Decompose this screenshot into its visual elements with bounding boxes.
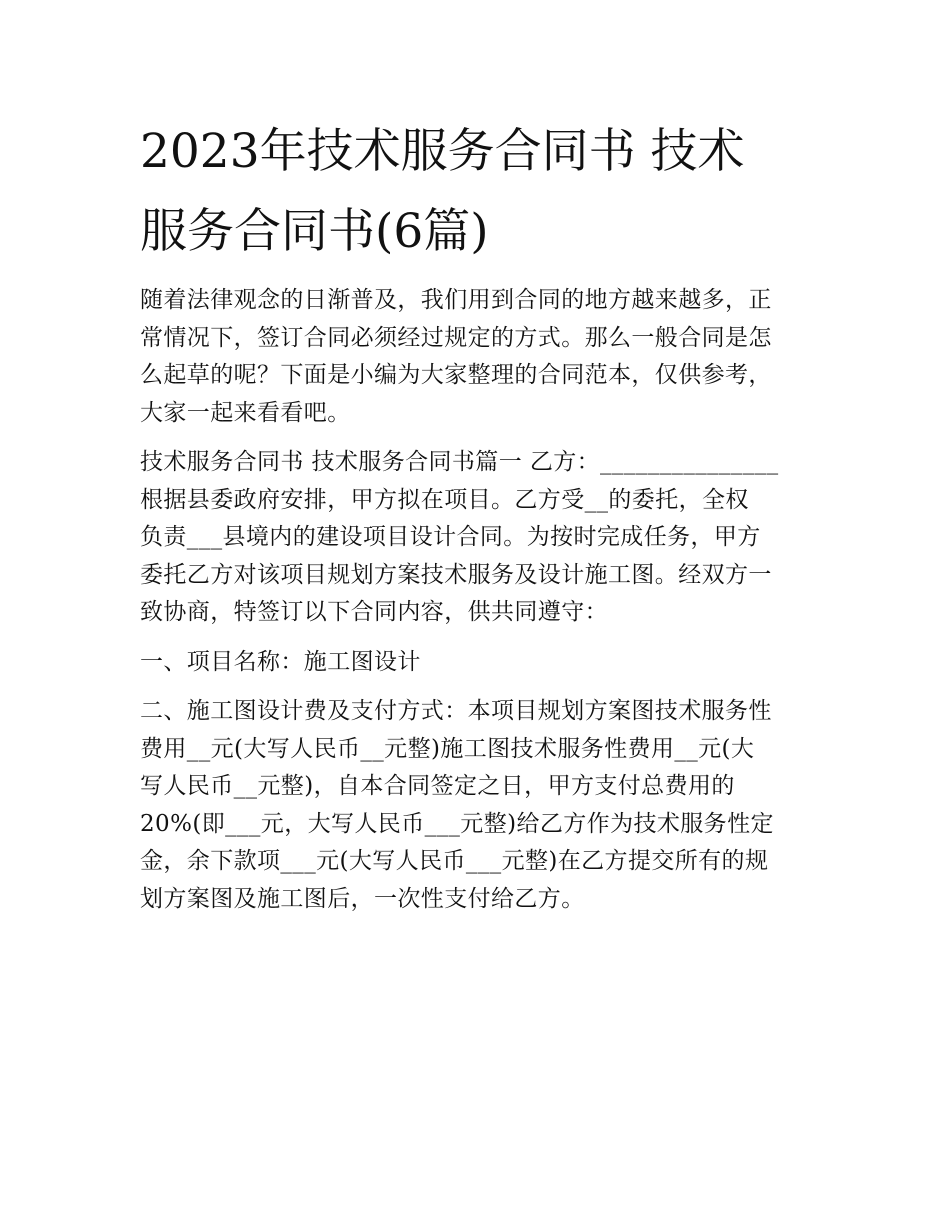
para1-line-3: 负责___县境内的建设项目设计合同。为按时完成任务，甲方	[140, 524, 761, 550]
intro-line-1: 随着法律观念的日渐普及，我们用到合同的地方越来越多，正	[140, 287, 772, 313]
document-body	[140, 282, 820, 918]
item2-line-1: 二、施工图设计费及支付方式：本项目规划方案图技术服务性	[140, 698, 772, 724]
title-line-2: 服务合同书(6篇)	[140, 204, 489, 259]
item2-line-6: 划方案图及施工图后，一次性支付给乙方。	[140, 885, 585, 912]
item2-line-4: 20%(即___元，大写人民币___元整)给乙方作为技术服务性定	[140, 810, 774, 837]
item2-line-3: 写人民币__元整)，自本合同签定之日，甲方支付总费用的	[140, 773, 735, 799]
intro-line-3: 么起草的呢？下面是小编为大家整理的合同范本，仅供参考，	[140, 362, 772, 388]
contract-paragraph-1	[140, 444, 820, 632]
item-2	[140, 693, 820, 918]
para1-line-5: 致协商，特签订以下合同内容，供共同遵守：	[140, 599, 608, 625]
item-1	[140, 644, 820, 682]
document-title	[140, 112, 840, 272]
para1-line-2: 根据县委政府安排，甲方拟在项目。乙方受__的委托，全权	[140, 486, 749, 513]
item2-line-5: 金，余下款项___元(大写人民币___元整)在乙方提交所有的规	[140, 848, 769, 874]
para1-line-4: 委托乙方对该项目规划方案技术服务及设计施工图。经双方一	[140, 561, 772, 588]
para1-line-1: 技术服务合同书 技术服务合同书篇一 乙方：_______________	[140, 449, 779, 475]
intro-line-4: 大家一起来看看吧。	[140, 399, 351, 426]
title-line-1: 2023年技术服务合同书 技术	[140, 124, 745, 179]
item1-line-1: 一、项目名称：施工图设计	[140, 648, 421, 675]
item2-line-2: 费用__元(大写人民币__元整)施工图技术服务性费用__元(大	[140, 735, 755, 762]
intro-paragraph	[140, 282, 820, 432]
intro-line-2: 常情况下，签订合同必须经过规定的方式。那么一般合同是怎	[140, 324, 772, 351]
